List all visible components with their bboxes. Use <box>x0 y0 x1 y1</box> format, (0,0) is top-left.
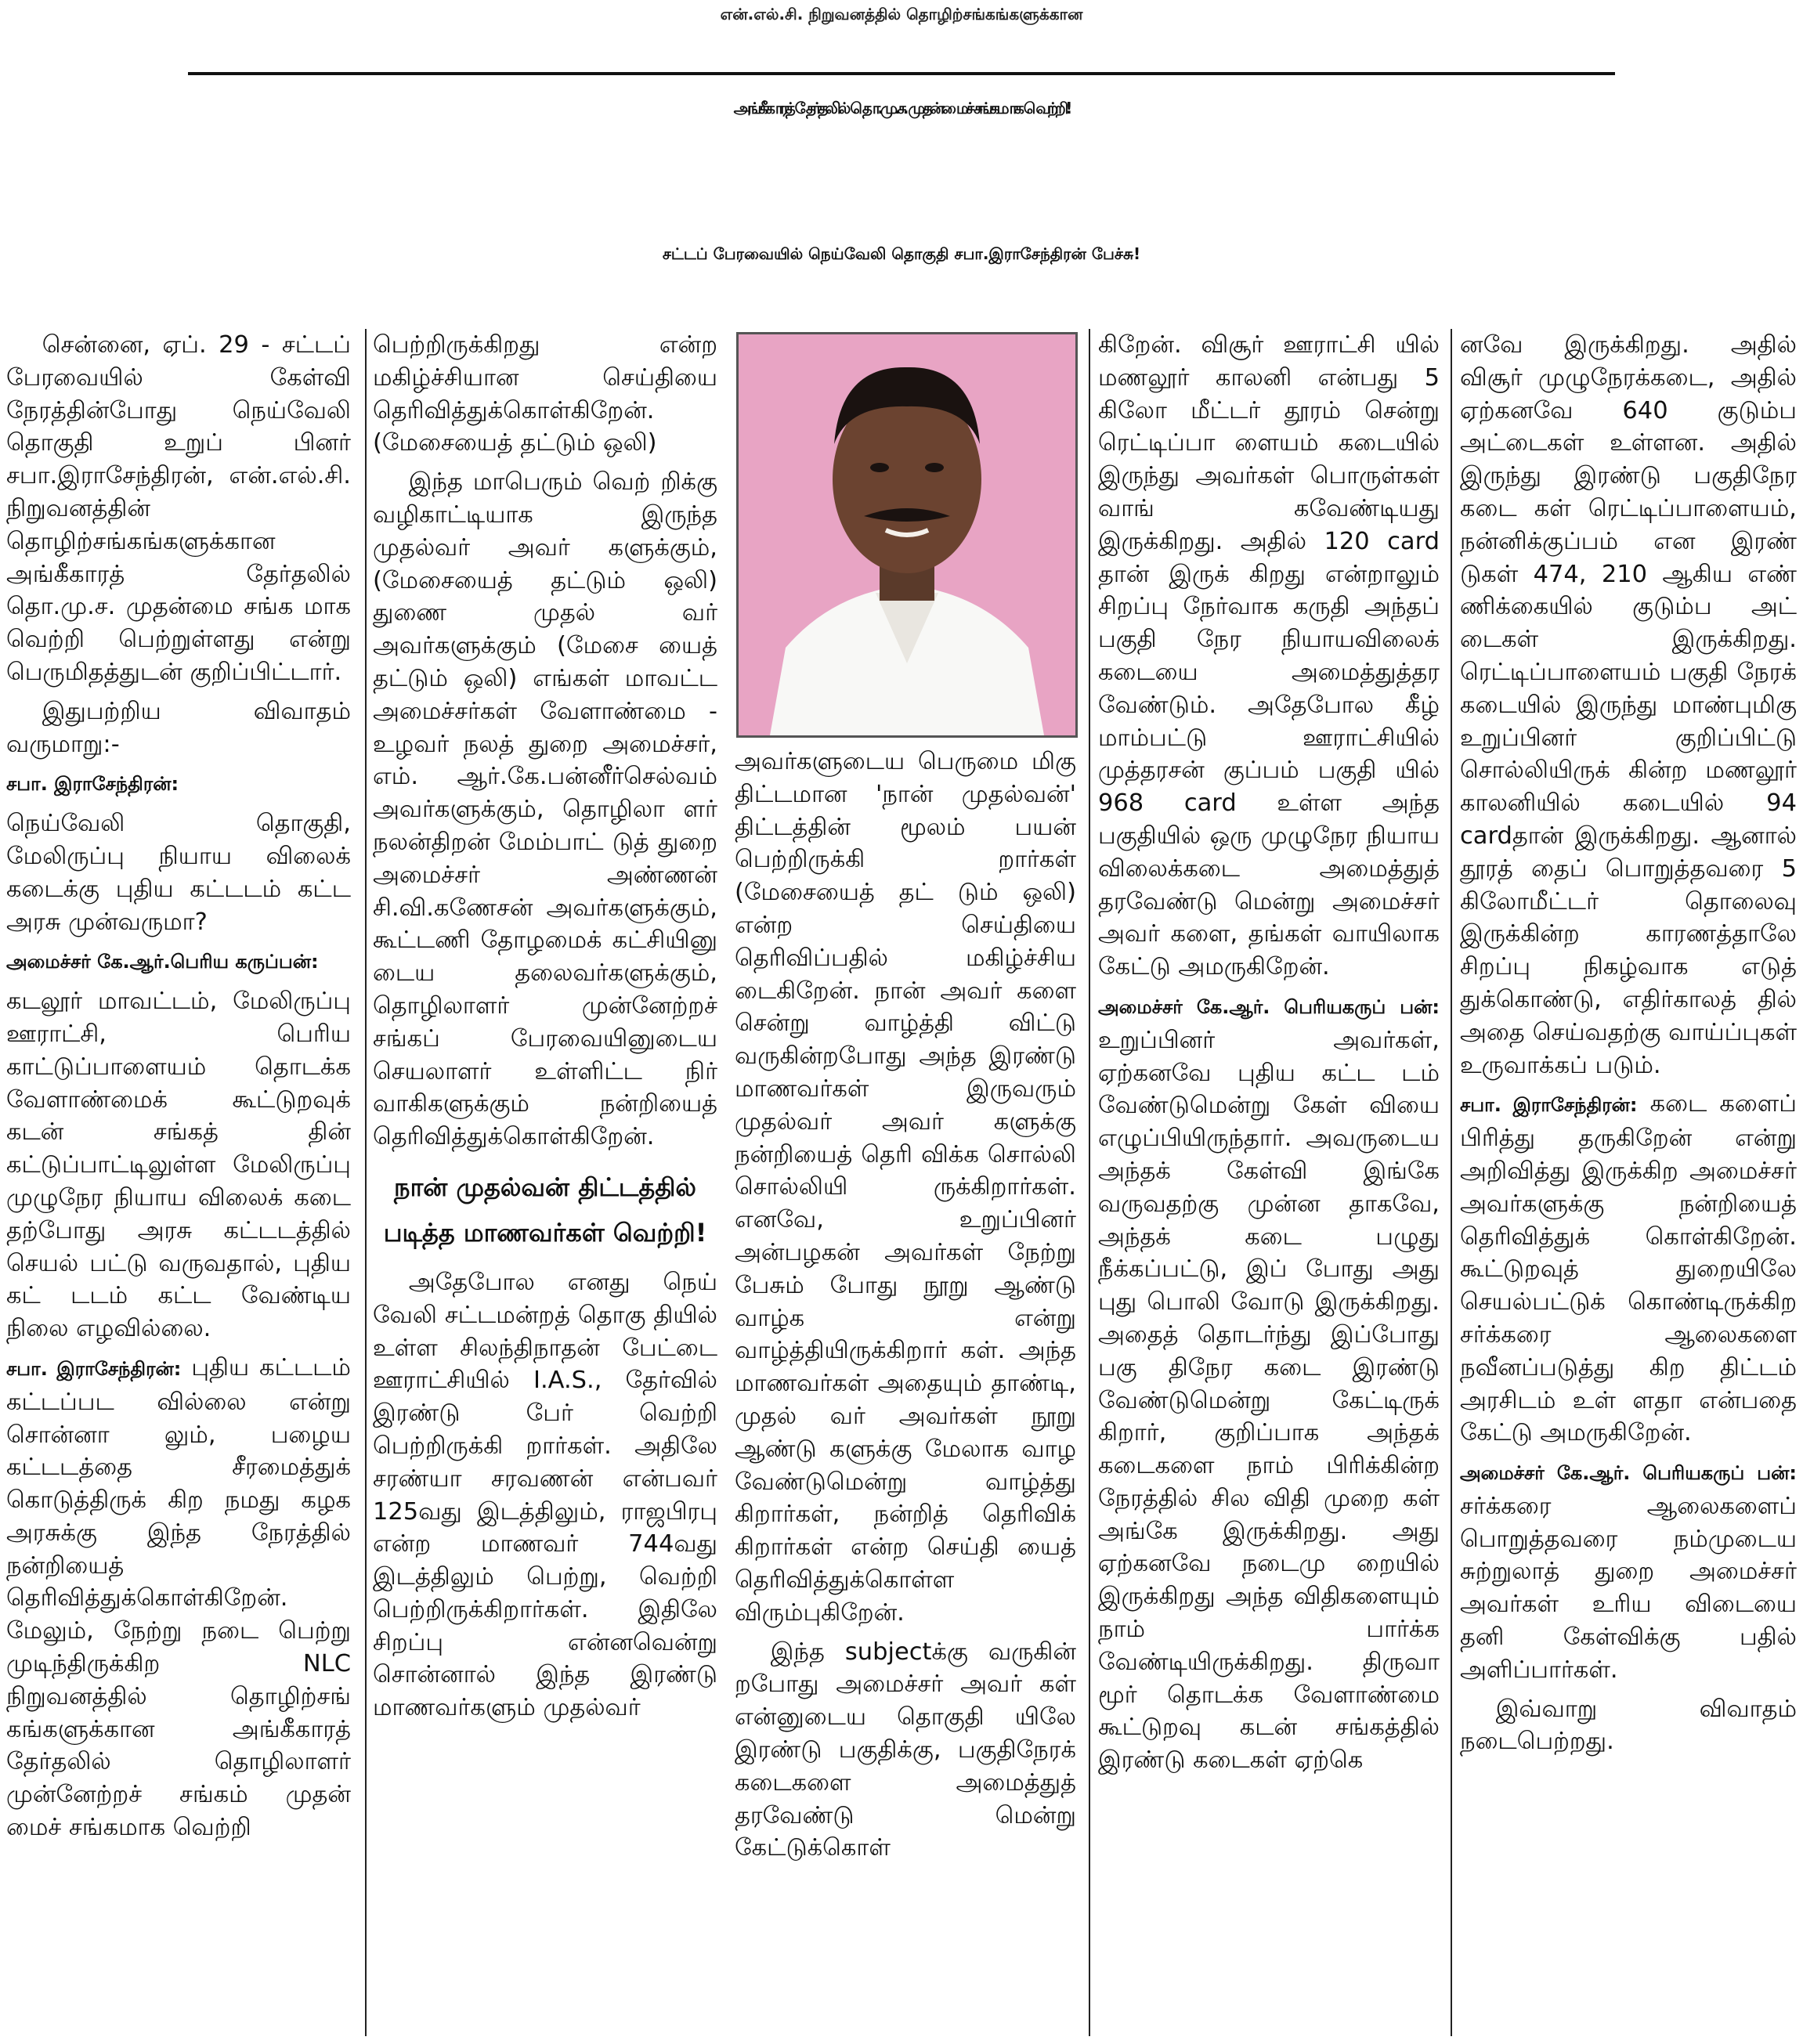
article-column-1 <box>6 329 351 2036</box>
kicker-underline <box>188 72 1615 75</box>
paragraph <box>6 1352 351 1844</box>
article-column-3 <box>735 746 1076 2036</box>
paragraph <box>1098 990 1440 1777</box>
paragraph <box>1460 1456 1797 1687</box>
speaker-label: சபா. இராசேந்திரன்: <box>6 1357 182 1380</box>
paragraph: இந்த subjectக்கு வருகின் றபோது அமைச்சர் அவர் கள் என்னுடைய தொகுதி யிலே இரண்டு பகுதிக்கு, பகுதிநேரக் கடைகளை அமைத்துத் தரவேண்டு மென்று கேட்டுக்கொள் <box>735 1638 1076 1862</box>
paragraph: னவே இருக்கிறது. அதில் விசூர் முழுநேரக்கடை, அதில் ஏற்கனவே 640 குடும்ப அட்டைகள் உள்ளன. அதில் இருந்து இரண்டு பகுதிநேர கடை கள் ரெட்டிப்பாளையம், நன்னிக்குப்பம் என இரண் டுகள் 474, 210 ஆகிய எண் ணிக்கையில் குடும்ப அட் டைகள் இருக்கிறது. ரெட்டிப்பாளையம் பகுதி நேரக் கடையில் இருந்து மாண்புமிகு உறுப்பினர் குறிப்பிட்டு சொல்லியிருக் கின்ற மணலூர் காலனியில் கடையில் 94 cardதான் இருக்கிறது. ஆனால் தூரத் தைப் பொறுத்தவரை 5 கிலோமீட்டர் தொலைவு இருக்கின்ற காரணத்தாலே சிறப்பு நிகழ்வாக எடுத் துக்கொண்டு, எதிர்காலத் தில் அதை செய்வதற்கு வாய்ப்புகள் உருவாக்கப் படும். <box>1460 331 1797 1079</box>
paragraph: அதேபோல எனது நெய் வேலி சட்டமன்றத் தொகு தியில் உள்ள சிலந்திநாதன் பேட்டை ஊராட்சியில் I.A.S., தேர்வில் இரண்டு பேர் வெற்றி பெற்றிருக்கி றார்கள். அதிலே சரண்யா சரவணன் என்பவர் 125வது இடத்திலும், ராஜபிரபு என்ற மாணவர் 744வது இடத்திலும் பெற்று, வெற்றி பெற்றிருக்கிறார்கள். இதிலே சிறப்பு என்னவென்று சொன்னால் இந்த இரண்டு மாணவர்களும் முதல்வர் <box>373 1268 717 1722</box>
portrait-photo-placeholder-icon <box>739 334 1075 735</box>
paragraph: பெற்றிருக்கிறது என்ற மகிழ்ச்சியான செய்தியை தெரிவித்துக்கொள்கிறேன். (மேசையைத் தட்டும் ஒலி) <box>373 331 717 457</box>
portrait-photo <box>736 332 1078 738</box>
column-divider <box>365 329 367 2036</box>
section-subheading: நான் முதல்வன் திட்டத்தில் படித்த மாணவர்கள் வெற்றி! <box>383 1172 707 1248</box>
speaker-label: அமைச்சர் கே.ஆர். பெரியகருப் பன்: <box>1098 995 1440 1018</box>
article-column-5 <box>1460 329 1797 2036</box>
paragraph: கடலூர் மாவட்டம், மேலிருப்பு ஊராட்சி, பெரிய காட்டுப்பாளையம் தொடக்க வேளாண்மைக் கூட்டுறவுக் கடன் சங்கத் தின் கட்டுப்பாட்டிலுள்ள மேலிருப்பு முழுநேர நியாய விலைக் கடை தற்போது அரசு கட்டடத்தில் செயல் பட்டு வருவதால், புதிய கட் டடம் கட்ட வேண்டிய நிலை எழவில்லை. <box>6 988 351 1343</box>
paragraph: இதுபற்றிய விவாதம் வருமாறு:- <box>6 697 351 758</box>
paragraph-text: உறுப்பினர் அவர்கள், ஏற்கனவே புதிய கட்ட டம் வேண்டுமென்று கேள் வியை எழுப்பியிருந்தார். அவருடைய அந்தக் கேள்வி இங்கே வருவதற்கு முன்ன தாகவே, அந்தக் கடை பழுது நீக்கப்பட்டு, இப் போது அது புது பொலி வோடு இருக்கிறது. அதைத் தொடர்ந்து இப்போது பகு திநேர கடை இரண்டு வேண்டுமென்று கேட்டிருக் கிறார், குறிப்பாக அந்தக் கடைகளை நாம் பிரிக்கின்ற நேரத்தில் சில விதி முறை கள் அங்கே இருக்கிறது. அது ஏற்கனவே நடைமு றையில் இருக்கிறது அந்த விதிகளையும் நாம் பார்க்க வேண்டியிருக்கிறது. திருவா மூர் தொடக்க வேளாண்மை கூட்டுறவு கடன் சங்கத்தில் இரண்டு கடைகள் ஏற்கெ <box>1098 1026 1440 1775</box>
headline-sub: சட்டப் பேரவையில் நெய்வேலி தொகுதி சபா.இராசேந்திரன் பேச்சு! <box>662 244 1141 263</box>
paragraph: சென்னை, ஏப். 29 - சட்டப் பேரவையில் கேள்வி நேரத்தின்போது நெய்வேலி தொகுதி உறுப் பினர் சபா.இராசேந்திரன், என்.எல்.சி. நிறுவனத்தின் தொழிற்சங்கங்களுக்கான அங்கீகாரத் தேர்தலில் தொ.மு.ச. முதன்மை சங்க மாக வெற்றி பெற்றுள்ளது என்று பெருமிதத்துடன் குறிப்பிட்டார். <box>6 331 351 686</box>
paragraph: இந்த மாபெரும் வெற் றிக்கு வழிகாட்டியாக இருந்த முதல்வர் அவர் களுக்கும், (மேசையைத் தட்டும் ஒலி) துணை முதல் வர் அவர்களுக்கும் (மேசை யைத் தட்டும் ஒலி) எங்கள் மாவட்ட அமைச்சர்கள் வேளாண்மை - உழவர் நலத் துறை அமைச்சர், எம். ஆர்.கே.பன்னீர்செல்வம் அவர்களுக்கும், தொழிலா ளர் நலன்திறன் மேம்பாட் டுத் துறை அமைச்சர் அண்ணன் சி.வி.கணேசன் அவர்களுக்கும், கூட்டணி தோழமைக் கட்சியினு டைய தலைவர்களுக்கும், தொழிலாளர் முன்னேற்றச் சங்கப் பேரவையினுடைய செயலாளர் உள்ளிட்ட நிர் வாகிகளுக்கும் நன்றியைத் தெரிவித்துக்கொள்கிறேன். <box>373 468 717 1151</box>
paragraph: இவ்வாறு விவாதம் நடைபெற்றது. <box>1460 1695 1797 1756</box>
paragraph-text: கடை களைப் பிரித்து தருகிறேன் என்று அறிவித்து இருக்கிற அமைச்சர் அவர்களுக்கு நன்றியைத் தெரிவித்துக் கொள்கிறேன். கூட்டுறவுத் துறையிலே செயல்பட்டுக் கொண்டிருக்கிற சர்க்கரை ஆலைகளை நவீனப்படுத்து கிற திட்டம் அரசிடம் உள் ளதா என்பதை கேட்டு அமருகிறேன். <box>1460 1090 1797 1447</box>
paragraph <box>1460 1088 1797 1450</box>
headline-main: அங்கீகாரத் தேர்தலில் தொ.மு.ச. முதன்மைச் சங்கமாக வெற்றி! <box>733 99 1070 117</box>
paragraph-text: சர்க்கரை ஆலைகளைப் பொறுத்தவரை நம்முடைய சுற்றுலாத் துறை அமைச்சர் அவர்கள் உரிய விடையை தனி கேள்விக்கு பதில் அளிப்பார்கள். <box>1460 1492 1797 1684</box>
speaker-label: சபா. இராசேந்திரன்: <box>6 773 179 796</box>
article-column-4 <box>1098 329 1440 2036</box>
column-divider <box>1451 329 1452 2036</box>
speaker-label: அமைச்சர் கே.ஆர்.பெரிய கருப்பன்: <box>6 951 319 973</box>
paragraph: நெய்வேலி தொகுதி, மேலிருப்பு நியாய விலைக் கடைக்கு புதிய கட்டடம் கட்ட அரசு முன்வருமா? <box>6 810 351 936</box>
paragraph: கிறேன். விசூர் ஊராட்சி யில் மணலூர் காலனி என்பது 5 கிலோ மீட்டர் தூரம் சென்று ரெட்டிப்பா ளையம் கடையில் இருந்து அவர்கள் பொருள்கள் வாங் கவேண்டியது இருக்கிறது. அதில் 120 card தான் இருக் கிறது என்றாலும் சிறப்பு நேர்வாக கருதி அந்தப் பகுதி நேர நியாயவிலைக் கடையை அமைத்துத்தர வேண்டும். அதேபோல கீழ் மாம்பட்டு ஊராட்சியில் முத்தரசன் குப்பம் பகுதி யில் 968 card உள்ள அந்த பகுதியில் ஒரு முழுநேர நியாய விலைக்கடை அமைத்துத் தரவேண்டு மென்று அமைச்சர் அவர் களை, தங்கள் வாயிலாக கேட்டு அமருகிறேன். <box>1098 331 1440 981</box>
speaker-label: சபா. இராசேந்திரன்: <box>1460 1094 1638 1117</box>
headline-kicker: என்.எல்.சி. நிறுவனத்தில் தொழிற்சங்கங்களுக்கான <box>720 5 1083 23</box>
paragraph-text: புதிய கட்டடம் கட்டப்பட வில்லை என்று சொன்னா லும், பழைய கட்டடத்தை சீரமைத்துக் கொடுத்திருக் கிற நமது கழக அரசுக்கு இந்த நேரத்தில் நன்றியைத் தெரிவித்துக்கொள்கிறேன். மேலும், நேற்று நடை பெற்று முடிந்திருக்கிற NLC நிறுவனத்தில் தொழிற்சங் கங்களுக்கான அங்கீகாரத் தேர்தலில் தொழிலாளர் முன்னேற்றச் சங்கம் முதன் மைச் சங்கமாக வெற்றி <box>6 1353 351 1842</box>
column-divider <box>1089 329 1090 2036</box>
speaker-label: அமைச்சர் கே.ஆர். பெரியகருப் பன்: <box>1460 1462 1797 1485</box>
paragraph: அவர்களுடைய பெருமை மிகு திட்டமான 'நான் முதல்வன்' திட்டத்தின் மூலம் பயன் பெற்றிருக்கி றார்கள் (மேசையைத் தட் டும் ஒலி) என்ற செய்தியை தெரிவிப்பதில் மகிழ்ச்சிய டைகிறேன். நான் அவர் களை சென்று வாழ்த்தி விட்டு வருகின்றபோது அந்த இரண்டு மாணவர்கள் இருவரும் முதல்வர் அவர் களுக்கு நன்றியைத் தெரி விக்க சொல்லி சொல்லியி ருக்கிறார்கள். எனவே, உறுப்பினர் அன்பழகன் அவர்கள் நேற்று பேசும் போது நூறு ஆண்டு வாழ்க என்று வாழ்த்தியிருக்கிறார் கள். அந்த மாணவர்கள் அதையும் தாண்டி, முதல் வர் அவர்கள் நூறு ஆண்டு களுக்கு மேலாக வாழ வேண்டுமென்று வாழ்த்து கிறார்கள், நன்றித் தெரிவிக் கிறார்கள் என்ற செய்தி யைத் தெரிவித்துக்கொள்ள விரும்புகிறேன். <box>735 748 1076 1627</box>
article-column-2 <box>373 329 717 2036</box>
